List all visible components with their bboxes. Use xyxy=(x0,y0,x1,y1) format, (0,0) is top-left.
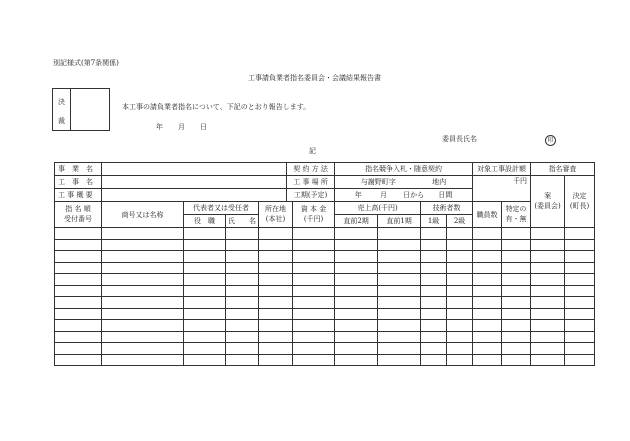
entry-cell[interactable] xyxy=(335,262,378,274)
approval-stamp-box xyxy=(52,88,110,131)
entry-cell[interactable] xyxy=(565,285,595,297)
entry-cell[interactable] xyxy=(184,354,226,366)
review-decision-cell xyxy=(565,176,595,228)
entry-cell[interactable] xyxy=(421,228,447,240)
capital-header xyxy=(293,202,335,228)
work-name-label: 工 事 名 xyxy=(55,176,102,189)
entry-cell[interactable] xyxy=(55,331,102,343)
entry-cell[interactable] xyxy=(335,239,378,251)
entry-cell[interactable] xyxy=(502,228,531,240)
entry-cell[interactable] xyxy=(184,320,226,332)
entry-cell[interactable] xyxy=(293,285,335,297)
table-header-row-1 xyxy=(55,202,595,215)
grade2-header: 2級 xyxy=(447,215,473,228)
entry-cell[interactable] xyxy=(102,228,184,240)
entry-cell[interactable] xyxy=(531,262,565,274)
entry-cell[interactable] xyxy=(378,262,421,274)
entry-cell[interactable] xyxy=(565,297,595,309)
report-table xyxy=(54,162,595,366)
entry-cell[interactable] xyxy=(473,251,502,263)
entry-cell[interactable] xyxy=(335,228,378,240)
entry-cell[interactable] xyxy=(335,343,378,355)
entry-cell[interactable] xyxy=(184,274,226,286)
entry-cell[interactable] xyxy=(447,262,473,274)
table-row xyxy=(55,297,595,309)
entry-cell[interactable] xyxy=(102,274,184,286)
entry-cell[interactable] xyxy=(502,320,531,332)
entry-cell[interactable] xyxy=(531,251,565,263)
table-row xyxy=(55,274,595,286)
entry-cell[interactable] xyxy=(335,297,378,309)
work-place-label: 工 事 場 所 xyxy=(287,176,335,189)
place-town: 与謝野町字 xyxy=(360,178,396,186)
entry-cell[interactable] xyxy=(226,320,259,332)
entry-cell[interactable] xyxy=(226,308,259,320)
design-amount-label: 対象工事設計額 xyxy=(473,163,531,176)
entry-cell[interactable] xyxy=(293,343,335,355)
entry-cell[interactable] xyxy=(502,343,531,355)
entry-cell[interactable] xyxy=(421,331,447,343)
entry-cell[interactable] xyxy=(102,331,184,343)
review-plan-cell xyxy=(531,176,565,228)
work-place-cell[interactable] xyxy=(335,176,473,189)
entry-cell[interactable] xyxy=(421,308,447,320)
entry-cell[interactable] xyxy=(565,262,595,274)
sales-prev2-header: 直前2期 xyxy=(335,215,378,228)
period-month: 月 xyxy=(379,191,387,199)
entry-cell[interactable] xyxy=(226,285,259,297)
entry-cell[interactable] xyxy=(473,262,502,274)
entry-cell[interactable] xyxy=(293,308,335,320)
entry-cell[interactable] xyxy=(293,228,335,240)
entry-cell[interactable] xyxy=(293,239,335,251)
location-header xyxy=(259,202,293,228)
entry-cell[interactable] xyxy=(502,297,531,309)
entry-cell[interactable] xyxy=(226,262,259,274)
entry-cell[interactable] xyxy=(502,239,531,251)
review-label: 指名審査 xyxy=(531,163,595,176)
seal-icon: 印 xyxy=(545,135,556,146)
entry-cell[interactable] xyxy=(378,354,421,366)
entry-cell[interactable] xyxy=(531,228,565,240)
entry-cell[interactable] xyxy=(293,251,335,263)
entry-cell[interactable] xyxy=(531,354,565,366)
sales-prev1-header: 直前1期 xyxy=(378,215,421,228)
trade-name-header: 商号又は名称 xyxy=(102,202,184,228)
entry-cell[interactable] xyxy=(226,274,259,286)
entry-cell[interactable] xyxy=(259,343,293,355)
entry-cell[interactable] xyxy=(473,228,502,240)
work-summary-cell[interactable] xyxy=(102,189,287,202)
entry-cell[interactable] xyxy=(473,331,502,343)
entry-cell[interactable] xyxy=(184,343,226,355)
entry-cell[interactable] xyxy=(565,239,595,251)
entry-cell[interactable] xyxy=(447,343,473,355)
entry-cell[interactable] xyxy=(259,331,293,343)
yes-no-label: 有・無 xyxy=(505,214,527,223)
entry-cell[interactable] xyxy=(447,228,473,240)
entry-cell[interactable] xyxy=(184,308,226,320)
table-row-project xyxy=(55,163,595,176)
date-day: 日 xyxy=(200,123,207,131)
contract-method-value: 指名競争入札・随意契約 xyxy=(335,163,473,176)
table-row xyxy=(55,354,595,366)
date-month: 月 xyxy=(178,123,185,131)
staff-count-header: 職員数 xyxy=(473,202,502,228)
entry-cell[interactable] xyxy=(335,251,378,263)
entry-cell[interactable] xyxy=(102,308,184,320)
entry-cell[interactable] xyxy=(565,308,595,320)
entry-cell[interactable] xyxy=(259,297,293,309)
entry-cell[interactable] xyxy=(293,354,335,366)
entry-cell[interactable] xyxy=(102,320,184,332)
entry-cell[interactable] xyxy=(502,274,531,286)
entry-cell[interactable] xyxy=(55,228,102,240)
entry-cell[interactable] xyxy=(55,308,102,320)
entry-cell[interactable] xyxy=(259,251,293,263)
order-no-header xyxy=(55,202,102,228)
entry-cell[interactable] xyxy=(565,354,595,366)
entry-cell[interactable] xyxy=(293,297,335,309)
entry-cell[interactable] xyxy=(184,251,226,263)
entry-cell[interactable] xyxy=(473,343,502,355)
work-summary-label: 工 事 概 要 xyxy=(55,189,102,202)
entry-cell[interactable] xyxy=(421,354,447,366)
entry-cell[interactable] xyxy=(502,251,531,263)
table-row xyxy=(55,343,595,355)
entry-cell[interactable] xyxy=(502,354,531,366)
entry-cell[interactable] xyxy=(55,262,102,274)
entry-cell[interactable] xyxy=(259,354,293,366)
entry-cell[interactable] xyxy=(226,228,259,240)
entry-cell[interactable] xyxy=(421,320,447,332)
date-year: 年 xyxy=(156,123,163,131)
entry-cell[interactable] xyxy=(293,262,335,274)
entry-cell[interactable] xyxy=(502,285,531,297)
reception-no-label: 受付番号 xyxy=(64,214,92,223)
representative-header: 代表者又は受任者 xyxy=(184,202,259,215)
entry-cell[interactable] xyxy=(259,320,293,332)
entry-cell[interactable] xyxy=(55,343,102,355)
entry-cell[interactable] xyxy=(293,331,335,343)
grade1-header: 1級 xyxy=(421,215,447,228)
data-rows xyxy=(55,228,595,366)
entry-cell[interactable] xyxy=(531,274,565,286)
period-label: 工期(予定) xyxy=(287,189,335,202)
entry-cell[interactable] xyxy=(421,297,447,309)
review-plan: 案 xyxy=(544,191,552,200)
approval-label-bottom: 裁 xyxy=(58,117,65,125)
entry-cell[interactable] xyxy=(55,285,102,297)
entry-cell[interactable] xyxy=(226,239,259,251)
entry-cell[interactable] xyxy=(473,320,502,332)
entry-cell[interactable] xyxy=(102,262,184,274)
entry-cell[interactable] xyxy=(531,297,565,309)
contract-method-label: 契 約 方 法 xyxy=(287,163,335,176)
entry-cell[interactable] xyxy=(259,308,293,320)
entry-cell[interactable] xyxy=(378,297,421,309)
entry-cell[interactable] xyxy=(378,308,421,320)
project-name-label: 事 業 名 xyxy=(55,163,102,176)
entry-cell[interactable] xyxy=(184,331,226,343)
entry-cell[interactable] xyxy=(378,331,421,343)
entry-cell[interactable] xyxy=(184,285,226,297)
table-row-work xyxy=(55,176,595,189)
entry-cell[interactable] xyxy=(565,228,595,240)
entry-cell[interactable] xyxy=(55,354,102,366)
entry-cell[interactable] xyxy=(55,274,102,286)
entry-cell[interactable] xyxy=(378,239,421,251)
table-row xyxy=(55,239,595,251)
entry-cell[interactable] xyxy=(565,320,595,332)
entry-cell[interactable] xyxy=(55,239,102,251)
approval-label-top: 決 xyxy=(58,98,65,106)
entry-cell[interactable] xyxy=(293,320,335,332)
table-row xyxy=(55,285,595,297)
entry-cell[interactable] xyxy=(473,274,502,286)
entry-cell[interactable] xyxy=(447,320,473,332)
entry-cell[interactable] xyxy=(421,274,447,286)
entry-cell[interactable] xyxy=(378,228,421,240)
entry-cell[interactable] xyxy=(447,297,473,309)
entry-cell[interactable] xyxy=(259,274,293,286)
entry-cell[interactable] xyxy=(293,274,335,286)
work-name-cell[interactable] xyxy=(102,176,287,189)
entry-cell[interactable] xyxy=(259,262,293,274)
specific-label: 特定の xyxy=(505,204,527,213)
entry-cell[interactable] xyxy=(447,354,473,366)
table-row xyxy=(55,228,595,240)
entry-cell[interactable] xyxy=(184,262,226,274)
period-days: 日間 xyxy=(438,191,453,199)
entry-cell[interactable] xyxy=(102,354,184,366)
entry-cell[interactable] xyxy=(335,331,378,343)
entry-cell[interactable] xyxy=(259,228,293,240)
capital-label: 資 本 金 xyxy=(300,204,327,213)
entry-cell[interactable] xyxy=(226,251,259,263)
table-row xyxy=(55,308,595,320)
specific-header xyxy=(502,202,531,228)
review-decision: 決定 xyxy=(572,191,587,200)
position-header: 役 職 xyxy=(184,215,226,228)
entry-cell[interactable] xyxy=(531,239,565,251)
ki-heading: 記 xyxy=(309,147,316,155)
entry-cell[interactable] xyxy=(259,239,293,251)
sales-header: 売上高(千円) xyxy=(335,202,421,215)
entry-cell[interactable] xyxy=(447,251,473,263)
entry-cell[interactable] xyxy=(421,262,447,274)
entry-cell[interactable] xyxy=(421,239,447,251)
entry-cell[interactable] xyxy=(378,251,421,263)
review-committee: (委員会) xyxy=(534,201,561,210)
entry-cell[interactable] xyxy=(55,297,102,309)
entry-cell[interactable] xyxy=(531,343,565,355)
entry-cell[interactable] xyxy=(473,354,502,366)
entry-cell[interactable] xyxy=(102,343,184,355)
entry-cell[interactable] xyxy=(531,308,565,320)
entry-cell[interactable] xyxy=(447,285,473,297)
entry-cell[interactable] xyxy=(184,228,226,240)
entry-cell[interactable] xyxy=(55,251,102,263)
head-office-label: (本社) xyxy=(265,214,286,223)
chair-name-label: 委員長氏名 xyxy=(442,135,477,143)
entry-cell[interactable] xyxy=(473,308,502,320)
entry-cell[interactable] xyxy=(335,285,378,297)
entry-cell[interactable] xyxy=(421,343,447,355)
entry-cell[interactable] xyxy=(473,285,502,297)
entry-cell[interactable] xyxy=(447,274,473,286)
entry-cell[interactable] xyxy=(102,251,184,263)
entry-cell[interactable] xyxy=(502,308,531,320)
entry-cell[interactable] xyxy=(102,239,184,251)
entry-cell[interactable] xyxy=(531,331,565,343)
entry-cell[interactable] xyxy=(378,274,421,286)
table-row xyxy=(55,262,595,274)
entry-cell[interactable] xyxy=(55,320,102,332)
entry-cell[interactable] xyxy=(335,354,378,366)
period-from: 日から xyxy=(403,191,425,199)
document-title: 工事請負業者指名委員会・会議結果報告書 xyxy=(248,74,381,82)
entry-cell[interactable] xyxy=(226,331,259,343)
entry-cell[interactable] xyxy=(378,320,421,332)
report-statement: 本工事の請負業者指名について、下記のとおり報告します。 xyxy=(122,103,311,111)
entry-cell[interactable] xyxy=(102,297,184,309)
entry-cell[interactable] xyxy=(259,285,293,297)
table-row xyxy=(55,331,595,343)
entry-cell[interactable] xyxy=(226,343,259,355)
entry-cell[interactable] xyxy=(565,331,595,343)
form-reference: 別記様式(第7条関係) xyxy=(53,59,119,67)
table-row xyxy=(55,320,595,332)
entry-cell[interactable] xyxy=(447,331,473,343)
entry-cell[interactable] xyxy=(565,251,595,263)
entry-cell[interactable] xyxy=(447,308,473,320)
period-year: 年 xyxy=(354,191,362,199)
review-mayor: (町長) xyxy=(569,201,590,210)
entry-cell[interactable] xyxy=(502,331,531,343)
entry-cell[interactable] xyxy=(473,297,502,309)
entry-cell[interactable] xyxy=(335,274,378,286)
entry-cell[interactable] xyxy=(226,297,259,309)
entry-cell[interactable] xyxy=(184,297,226,309)
entry-cell[interactable] xyxy=(335,320,378,332)
design-amount-cell[interactable] xyxy=(473,176,531,202)
entry-cell[interactable] xyxy=(378,343,421,355)
entry-cell[interactable] xyxy=(421,251,447,263)
period-cell[interactable] xyxy=(335,189,473,202)
engineers-header: 技術者数 xyxy=(421,202,473,215)
person-name-header: 氏 名 xyxy=(226,215,259,228)
entry-cell[interactable] xyxy=(565,343,595,355)
entry-cell[interactable] xyxy=(502,262,531,274)
order-no-label: 指 名 順 xyxy=(65,204,91,213)
entry-cell[interactable] xyxy=(226,354,259,366)
location-label: 所在地 xyxy=(265,204,287,213)
thousand-yen-unit: 千円 xyxy=(513,177,528,185)
entry-cell[interactable] xyxy=(565,274,595,286)
entry-cell[interactable] xyxy=(335,308,378,320)
table-row xyxy=(55,251,595,263)
approval-label-cell xyxy=(53,89,71,130)
entry-cell[interactable] xyxy=(184,239,226,251)
entry-cell[interactable] xyxy=(531,320,565,332)
entry-cell[interactable] xyxy=(447,239,473,251)
place-area: 地内 xyxy=(432,178,447,186)
entry-cell[interactable] xyxy=(531,285,565,297)
entry-cell[interactable] xyxy=(421,285,447,297)
entry-cell[interactable] xyxy=(378,285,421,297)
capital-unit-label: (千円) xyxy=(303,214,324,223)
entry-cell[interactable] xyxy=(473,239,502,251)
project-name-cell[interactable] xyxy=(102,163,287,176)
entry-cell[interactable] xyxy=(102,285,184,297)
